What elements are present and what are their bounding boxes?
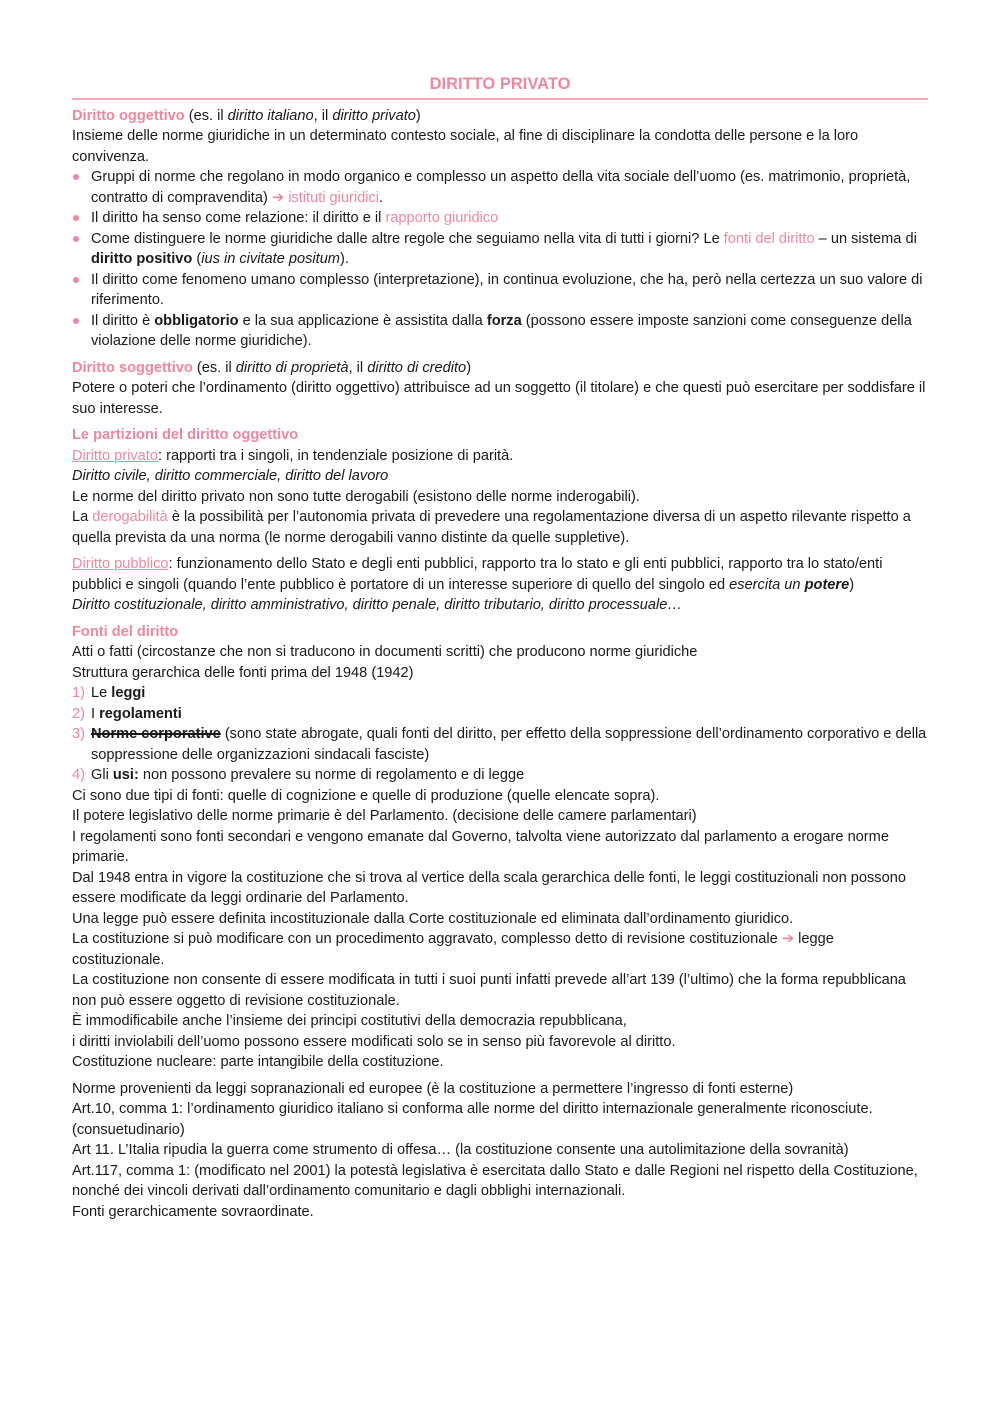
text: forza <box>486 312 522 329</box>
derogabilita-link: derogabilità <box>92 509 168 525</box>
fonti-paragraph: Ci sono due tipi di fonti: quelle di cognizione e quelle di produzione (quelle elencate sopra). <box>72 787 660 804</box>
text: e la sua applicazione è assistita dalla <box>238 312 487 329</box>
rapporto-giuridico-link: rapporto giuridico <box>385 210 499 226</box>
text: diritto di proprietà <box>235 359 349 376</box>
text: ( <box>192 251 202 267</box>
derogabilita-paragraph <box>72 507 928 548</box>
diritto-pubblico-link: Diritto pubblico <box>72 556 169 572</box>
oggettivo-definition: Insieme delle norme giuridiche in un determinato contesto sociale, al fine di disciplinare la condotta delle persone e la loro convivenza. <box>72 128 859 165</box>
text: Il diritto come fenomeno umano complesso (interpretazione), in continua evoluzione, che ha, però nella certezza un suo valore di riferimento. <box>91 271 923 308</box>
text: usi: <box>112 767 139 783</box>
oggettivo-heading: Diritto oggettivo <box>72 107 185 124</box>
list-item <box>72 229 928 270</box>
diritto-pubblico-branches <box>72 595 928 616</box>
text: Gli <box>91 767 113 783</box>
text: Il diritto è <box>91 312 155 329</box>
list-item <box>72 704 928 725</box>
text: , il <box>348 359 368 376</box>
text: La <box>72 509 93 525</box>
text: diritto di credito <box>367 359 467 376</box>
document-page <box>72 74 928 1222</box>
text: obbligatorio <box>154 312 239 329</box>
diritto-privato-line <box>72 446 928 467</box>
fonti-heading: Fonti del diritto <box>72 623 179 640</box>
diritto-privato-note: Le norme del diritto privato non sono tutte derogabili (esistono delle norme inderogabili). <box>72 488 640 505</box>
fonti-paragraph: È immodificabile anche l’insieme dei principi costitutivi della democrazia repubblicana, <box>72 1013 627 1029</box>
list-item <box>72 724 928 765</box>
text: I <box>91 705 100 722</box>
text: ) <box>415 107 421 124</box>
list-item <box>72 270 928 311</box>
text: ) <box>849 576 855 593</box>
document-title: DIRITTO PRIVATO <box>72 74 928 100</box>
list-number: 2) <box>72 705 85 722</box>
text: legge costituzionale. <box>72 931 834 968</box>
soggettivo-heading-line <box>72 358 928 379</box>
soggettivo-heading: Diritto soggettivo <box>72 359 193 376</box>
list-number: 4) <box>72 767 85 783</box>
list-item <box>72 167 928 208</box>
list-number: 3) <box>72 726 85 742</box>
text: (es. il <box>192 359 236 376</box>
text: è la possibilità per l’autonomia privata di prevedere una regolamentazione diversa di un aspetto rilevante rispetto a quella prevista da una norma (le norme derogabili vanno distinte da quelle suppletive). <box>72 509 911 546</box>
text: leggi <box>111 685 146 701</box>
fonti-del-diritto-link: fonti del diritto <box>723 230 815 247</box>
fonti-paragraph: i diritti inviolabili dell’uomo possono essere modificati solo se in senso più favorevole al diritto. <box>72 1033 676 1050</box>
diritto-pubblico-paragraph <box>72 554 928 595</box>
arrow-right-icon: ➔ <box>271 189 285 206</box>
fonti-line-1: Atti o fatti (circostanze che non si traducono in documenti scritti) che producono norme giuridiche <box>72 644 698 660</box>
soggettivo-definition: Potere o poteri che l’ordinamento (diritto oggettivo) attribuisce ad un soggetto (il titolare) e che questi può esercitare per soddisfare il suo interesse. <box>72 380 926 417</box>
fonti-paragraph: Art 11. L’Italia ripudia la guerra come strumento di offesa… (la costituzione consente una autolimitazione della sovranità) <box>72 1142 849 1158</box>
diritto-privato-link: Diritto privato <box>72 447 158 464</box>
text: Diritto civile, diritto commerciale, diritto del lavoro <box>72 468 389 484</box>
text: (sono state abrogate, quali fonti del diritto, per effetto della soppressione dell’ordinamento corporativo e della soppressione delle organizzazioni sindacali fasciste) <box>91 726 927 763</box>
text: Il diritto ha senso come relazione: il diritto e il <box>91 210 386 226</box>
fonti-paragraph: Una legge può essere definita incostituzionale dalla Corte costituzionale ed eliminata dall’ordinamento giuridico. <box>72 910 794 927</box>
text: ius in civitate positum <box>201 251 340 267</box>
text: . <box>379 189 384 206</box>
list-item <box>72 765 928 786</box>
istituti-giuridici-link: istituti giuridici <box>288 189 380 206</box>
text: , il <box>313 107 333 124</box>
fonti-paragraph: Art.117, comma 1: (modificato nel 2001) la potestà legislativa è esercitata dallo Stato e dalle Regioni nel rispetto della Costituzione, nonché dei vincoli derivati dall’ordinamento comunitario e dagli obblighi internazionali. <box>72 1162 918 1199</box>
fonti-paragraph <box>72 929 928 970</box>
oggettivo-bullet-list <box>72 167 928 352</box>
text: potere <box>804 576 850 593</box>
text: diritto italiano <box>227 107 314 124</box>
text: regolamenti <box>99 705 182 722</box>
fonti-paragraph: Il potere legislativo delle norme primarie è del Parlamento. (decisione delle camere parlamentari) <box>72 808 697 824</box>
text: non possono prevalere su norme di regolamento e di legge <box>138 767 525 783</box>
text: diritto privato <box>332 107 416 124</box>
fonti-paragraph: I regolamenti sono fonti secondari e vengono emanate dal Governo, talvolta viene autorizzato dal parlamento a erogare norme primarie. <box>72 828 889 865</box>
arrow-right-icon: ➔ <box>781 931 795 947</box>
text: Le <box>91 685 112 701</box>
list-item <box>72 683 928 704</box>
partizioni-heading: Le partizioni del diritto oggettivo <box>72 427 299 443</box>
list-item <box>72 311 928 352</box>
fonti-numbered-list <box>72 683 928 786</box>
fonti-paragraph: Fonti gerarchicamente sovraordinate. <box>72 1203 314 1220</box>
text: (possono essere imposte sanzioni come conseguenze della violazione delle norme giuridiche). <box>91 312 912 349</box>
text: (es. il <box>184 107 228 124</box>
fonti-paragraph: Art.10, comma 1: l’ordinamento giuridico italiano si conforma alle norme del diritto internazionale generalmente riconosciute. (consuetudinario) <box>72 1101 873 1138</box>
text: ). <box>339 251 349 267</box>
text: Come distinguere le norme giuridiche dalle altre regole che seguiamo nella vita di tutti i giorni? Le <box>91 230 724 247</box>
text: : funzionamento dello Stato e degli enti pubblici, rapporto tra lo stato e gli enti pubblici, rapporto tra lo stato/enti pubblici e singoli (quando l’ente pubblico è portatore di un interesse superiore di quello del singolo ed <box>72 556 883 593</box>
fonti-line-2: Struttura gerarchica delle fonti prima del 1948 (1942) <box>72 664 414 681</box>
text: ) <box>466 359 472 376</box>
fonti-paragraph: Dal 1948 entra in vigore la costituzione che si trova al vertice della scala gerarchica delle fonti, le leggi costituzionali non possono essere modificate da leggi ordinarie del Parlamento. <box>72 869 906 906</box>
list-item <box>72 208 928 229</box>
text: diritto positivo <box>91 251 193 267</box>
list-number: 1) <box>72 685 85 701</box>
text: : rapporti tra i singoli, in tendenziale posizione di parità. <box>157 447 514 464</box>
diritto-privato-branches <box>72 466 928 487</box>
fonti-paragraph: Norme provenienti da leggi sopranazionali ed europee (è la costituzione a permettere l’ingresso di fonti esterne) <box>72 1080 794 1097</box>
strikethrough-text: Norme corporative <box>91 726 221 742</box>
text: – un sistema di <box>814 230 917 247</box>
text: La costituzione si può modificare con un procedimento aggravato, complesso detto di revisione costituzionale <box>72 931 782 947</box>
text: esercita un <box>729 576 805 593</box>
fonti-paragraph: Costituzione nucleare: parte intangibile della costituzione. <box>72 1054 444 1070</box>
oggettivo-heading-line <box>72 106 928 127</box>
text: Gruppi di norme che regolano in modo organico e complesso un aspetto della vita sociale dell’uomo (es. matrimonio, proprietà, contratto di compravendita) <box>91 169 911 206</box>
fonti-paragraph: La costituzione non consente di essere modificata in tutti i suoi punti infatti prevede all’art 139 (l’ultimo) che la forma repubblicana non può essere oggetto di revisione costituzionale. <box>72 972 906 1009</box>
text: Diritto costituzionale, diritto amministrativo, diritto penale, diritto tributario, diritto processuale… <box>72 597 682 613</box>
